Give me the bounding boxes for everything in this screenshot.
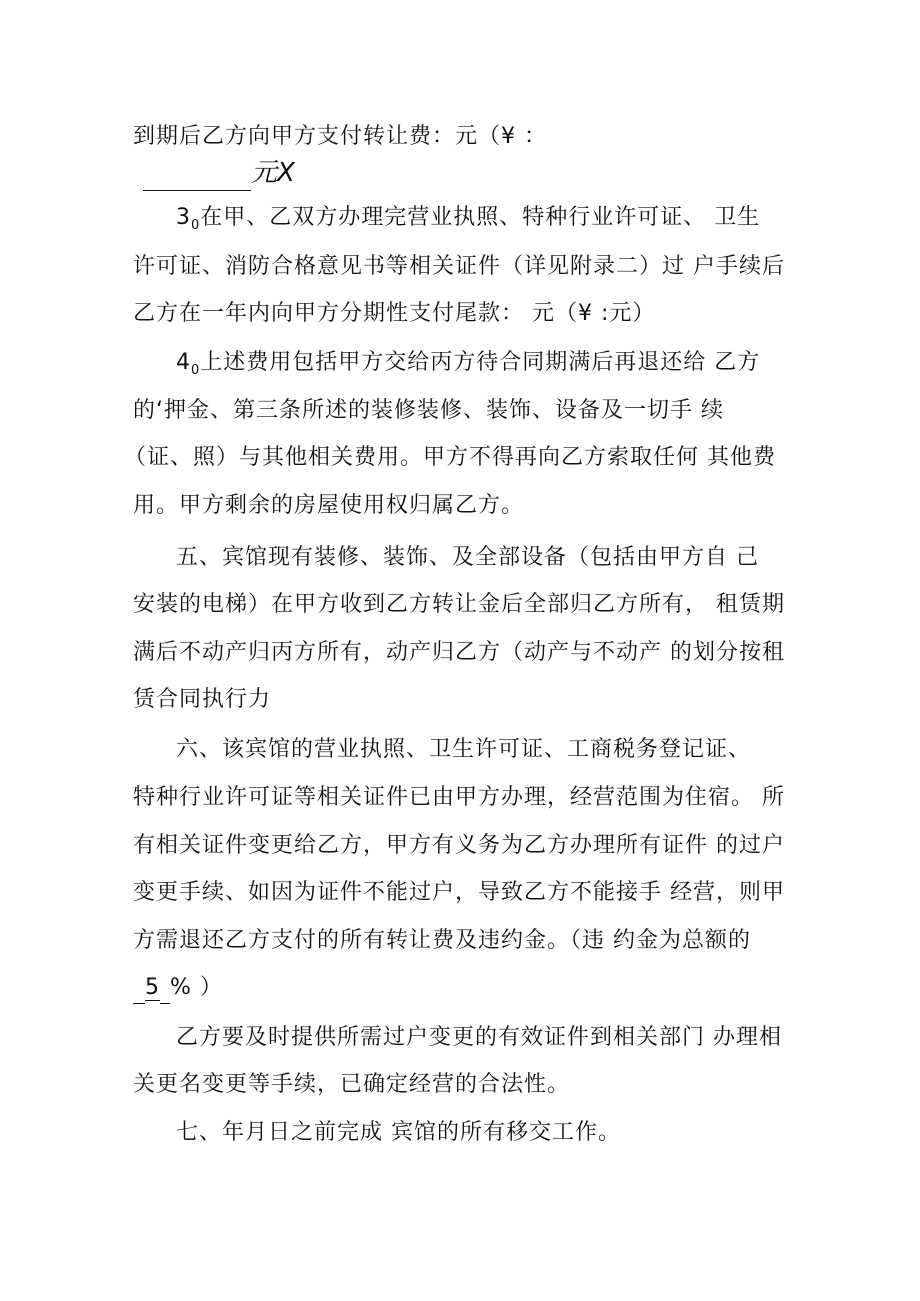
text-line-22 — [176, 1118, 621, 1148]
text-segment: 乙方在一年内向甲方分期性支付尾款： 元（¥ :元） — [133, 301, 656, 326]
text-line-3 — [176, 203, 760, 241]
text-line-5 — [133, 299, 655, 329]
text-line-6 — [176, 348, 760, 386]
text-segment: 乙方要及时提供所需过户变更的有效证件到相关部门 办理相 — [176, 1025, 782, 1050]
text-line-2 — [143, 158, 295, 191]
text-segment: 4 — [176, 350, 191, 375]
text-line-10 — [176, 543, 759, 573]
text-line-19 — [133, 973, 223, 1004]
text-line-4 — [133, 252, 785, 282]
text-segment: 许可证、消防合格意见书等相关证件（详见附录二）过 户手续后 — [133, 254, 785, 279]
text-segment: 的‘押金、第三条所述的装修装修、装饰、设备及一切手 续 — [133, 398, 724, 423]
text-line-1 — [133, 122, 547, 152]
text-line-15 — [133, 783, 785, 813]
text-line-9 — [133, 491, 524, 521]
text-line-14 — [176, 735, 751, 765]
text-line-13 — [133, 685, 271, 715]
text-segment: 关更名变更等手续，已确定经营的合法性。 — [133, 1072, 571, 1097]
text-segment: 六、该宾馆的营业执照、卫生许可证、工商税务登记证、 — [176, 737, 752, 762]
fill-blank — [143, 160, 251, 191]
text-segment: 到期后乙方向甲方支付转让费：元（¥ ： — [133, 124, 547, 149]
text-line-8 — [124, 443, 776, 473]
text-segment: 上述费用包括甲方交给丙方待合同期满后再退还给 乙方 — [200, 350, 761, 375]
text-segment: 变更手续、如因为证件不能过户，导致乙方不能接手 经营，则甲 — [133, 880, 785, 905]
subscript-text: 0 — [191, 363, 201, 378]
text-segment: 满后不动产归丙方所有，动产归乙方（动产与不动产 的划分按租 — [133, 640, 785, 665]
text-line-20 — [176, 1023, 782, 1053]
text-segment: 在甲、乙双方办理完营业执照、特种行业许可证、 卫生 — [200, 205, 761, 230]
text-line-16 — [133, 831, 785, 861]
text-segment: （证、照）与其他相关费用。甲方不得再向乙方索取任何 其他费 — [124, 445, 776, 470]
fill-blank — [160, 973, 170, 1004]
text-segment: 元 — [251, 158, 278, 188]
text-line-18 — [133, 926, 751, 956]
text-segment: % ） — [170, 975, 223, 1000]
text-segment: 赁合同执行力 — [133, 687, 272, 712]
text-segment: 五、宾馆现有装修、装饰、及全部设备（包括由甲方自 己 — [176, 545, 759, 570]
text-segment: 安装的电梯）在甲方收到乙方转让金后全部归乙方所有， 租赁期 — [133, 592, 785, 617]
text-segment: X — [277, 158, 295, 188]
fill-blank — [133, 973, 145, 1004]
text-line-11 — [133, 590, 785, 620]
text-line-17 — [133, 878, 785, 908]
fill-value: 5 — [145, 975, 160, 1000]
text-line-12 — [133, 638, 785, 668]
text-segment: 有相关证件变更给乙方，甲方有义务为乙方办理所有证件 的过户 — [133, 833, 785, 858]
text-segment: 七、年月日之前完成 宾馆的所有移交工作。 — [176, 1120, 621, 1145]
text-line-7 — [133, 396, 724, 426]
text-segment: 特种行业许可证等相关证件已由甲方办理，经营范围为住宿。 所 — [133, 785, 785, 810]
subscript-text: 0 — [191, 218, 201, 233]
text-segment: 3 — [176, 205, 191, 230]
text-segment: 用。甲方剩余的房屋使用权归属乙方。 — [133, 493, 525, 518]
text-segment: 方需退还乙方支付的所有转让费及违约金。（违 约金为总额的 — [133, 928, 751, 953]
text-line-21 — [133, 1070, 570, 1100]
